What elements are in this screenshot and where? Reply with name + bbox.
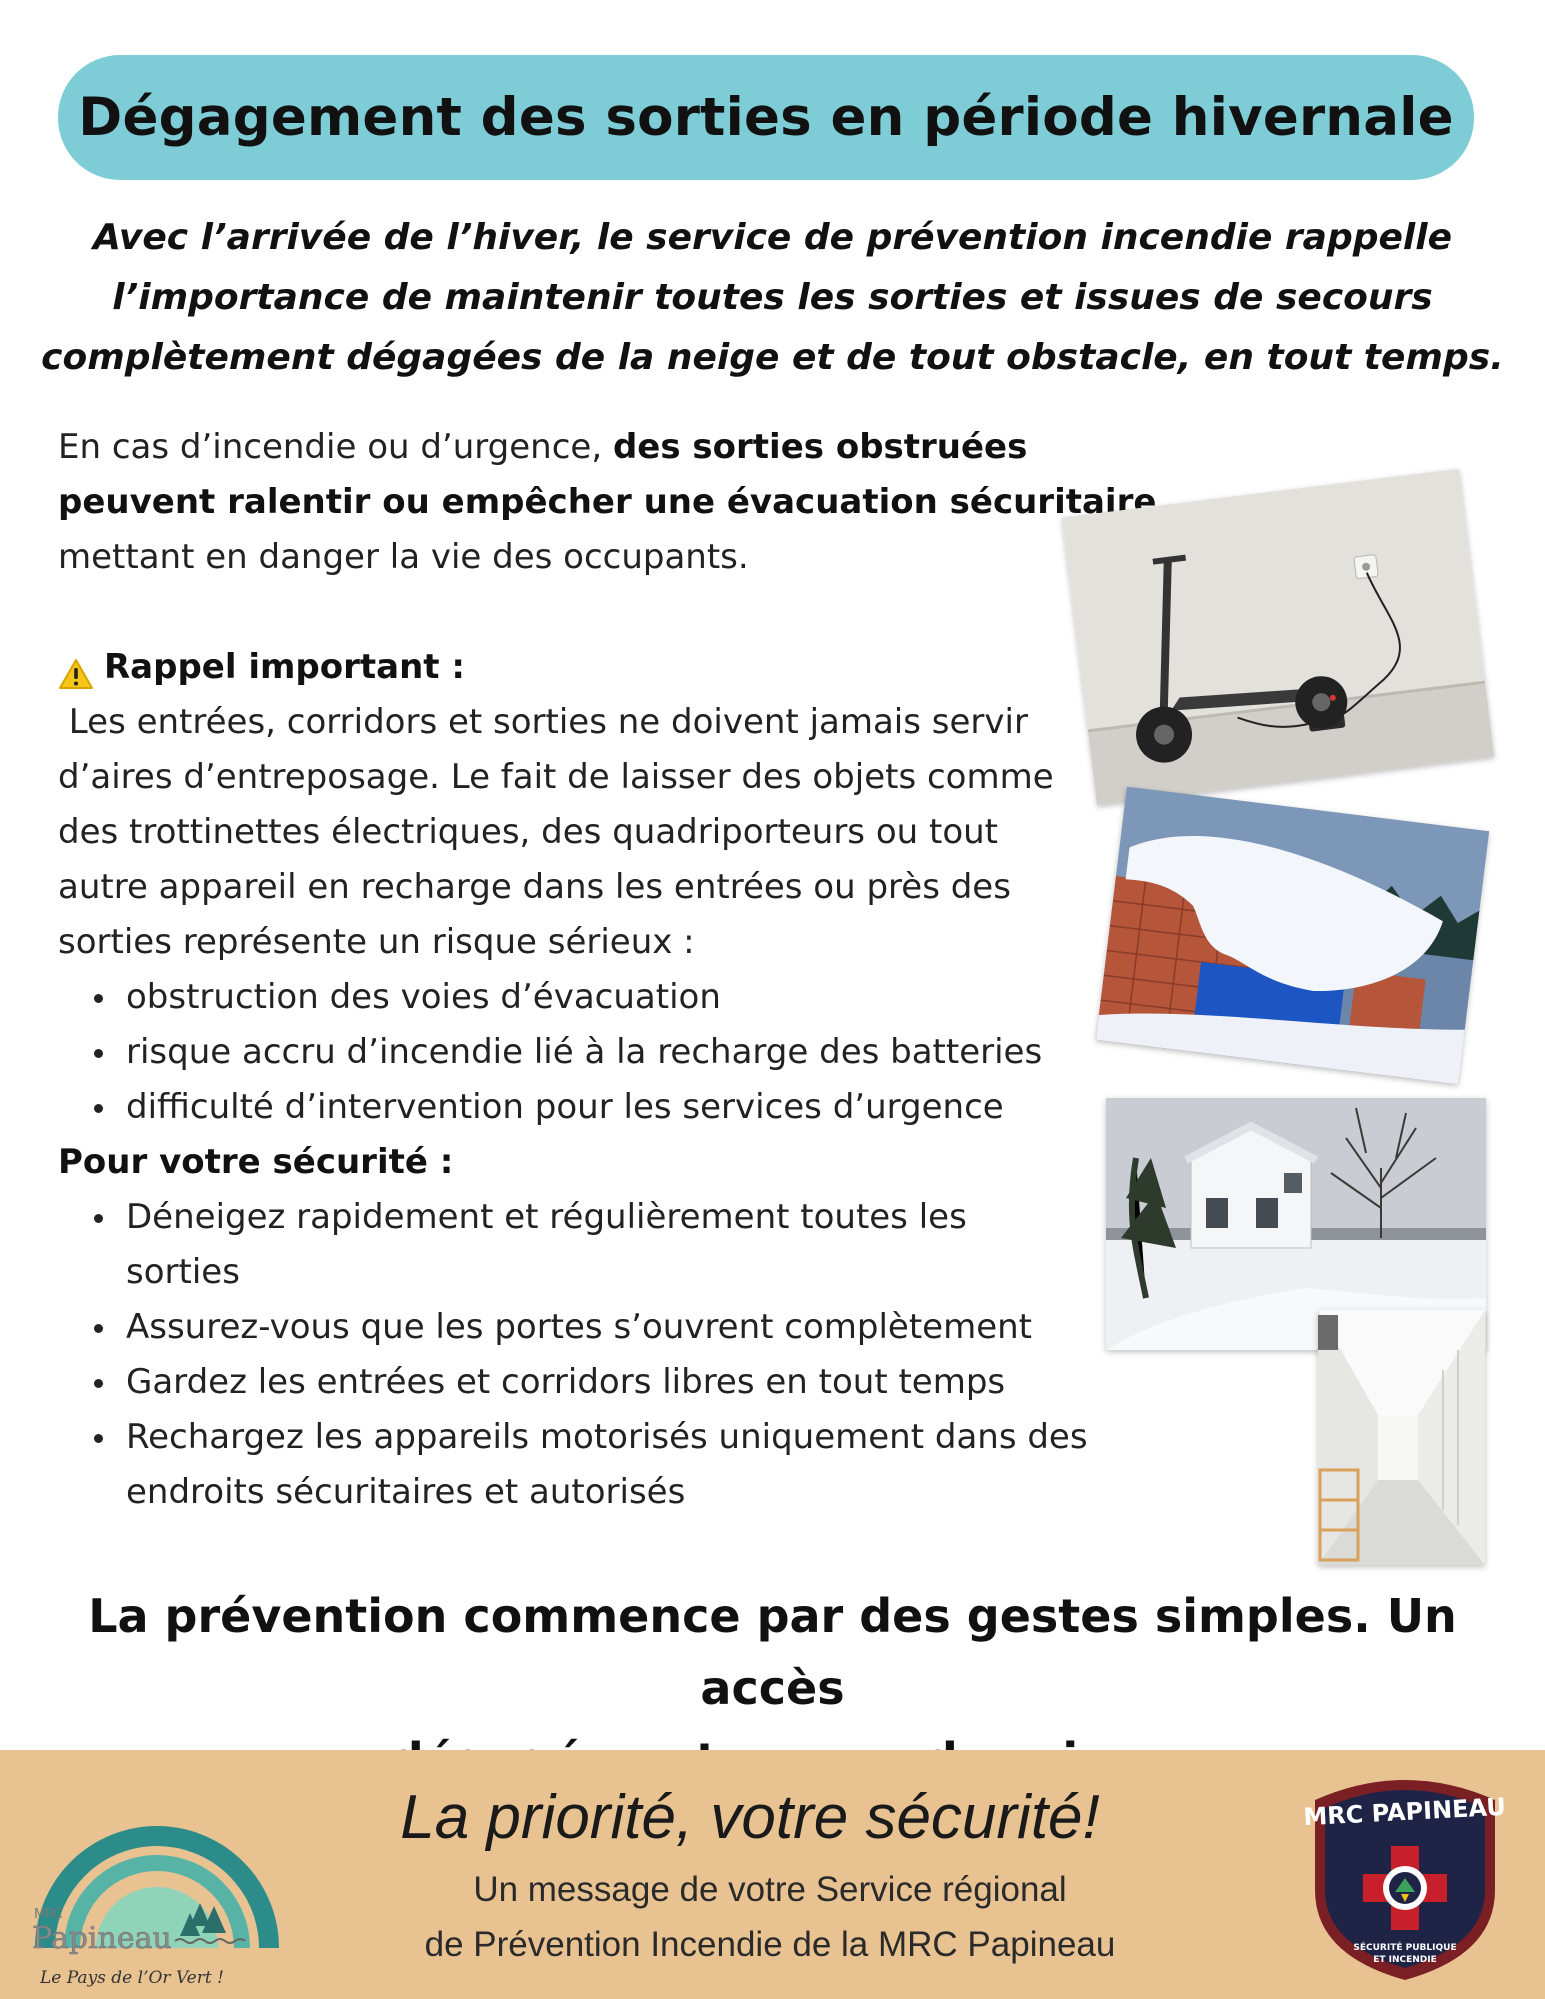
intro-line: complètement dégagées de la neige et de tout obstacle, en tout temps. [41,337,1504,378]
fire-service-badge [1295,1770,1515,1985]
list-item-continuation: sorties [126,1252,240,1292]
text-span: , [1156,482,1168,522]
badge-caption: ET INCENDIE [1373,1955,1437,1965]
text-bold: des sorties obstruées [612,427,1028,467]
reminder-line: autre appareil en recharge dans les entrées ou près des [58,867,1011,907]
intro-line: l’importance de maintenir toutes les sorties et issues de secours [112,277,1433,318]
logo-name: Papineau [32,1921,172,1956]
footer-message-line: de Prévention Incendie de la MRC Papineau [424,1925,1116,1964]
safety-list [58,1190,1138,1520]
intro-line: Avec l’arrivée de l’hiver, le service de prévention incendie rappelle [93,217,1452,258]
list-item: obstruction des voies d’évacuation [58,970,1138,1025]
list-item: difficulté d’intervention pour les services d’urgence [58,1080,1138,1135]
text-span: En cas d’incendie ou d’urgence, [58,427,613,467]
footer-message-line: Un message de votre Service régional [473,1870,1067,1909]
corridor-photo [1318,1310,1485,1565]
reminder-heading-line [58,640,1138,695]
snowy-brick-building-photo [1096,787,1489,1085]
footer [0,1750,1545,1999]
badge-name: MRC PAPINEAU [1302,1792,1507,1832]
reminder-heading: Rappel important : [104,647,465,687]
intro-paragraph [40,208,1505,388]
list-item: risque accru d’incendie lié à la recharge des batteries [58,1025,1138,1080]
reminder-line: d’aires d’entreposage. Le fait de laisser des objets comme [58,757,1054,797]
risk-list [58,970,1138,1135]
mrc-papineau-logo [30,1808,280,1993]
danger-line [58,420,1138,475]
text-bold: peuvent ralentir ou empêcher une évacuation sécuritaire [58,482,1157,522]
scooter-photo [1062,469,1494,806]
title-banner [58,55,1474,180]
page-title: Dégagement des sorties en période hivernale [78,87,1454,148]
badge-caption: SÉCURITÉ PUBLIQUE [1353,1943,1457,1953]
danger-line [58,475,1168,530]
list-item-continuation: endroits sécuritaires et autorisés [126,1472,686,1512]
list-item: Rechargez les appareils motorisés uniquement dans des [58,1410,1138,1465]
reminder-line: sorties représente un risque sérieux : [58,922,695,962]
list-item: Gardez les entrées et corridors libres en tout temps [58,1355,1138,1410]
footer-tagline: La priorité, votre sécurité! [400,1783,1100,1852]
danger-line: mettant en danger la vie des occupants. [58,537,749,577]
logo-slogan: Le Pays de l’Or Vert ! [40,1968,224,1988]
closing-line: La prévention commence par des gestes simples. Un accès [88,1589,1457,1715]
reminder-line: Les entrées, corridors et sorties ne doivent jamais servir [58,702,1028,742]
warning-icon [58,652,94,684]
list-item: Assurez-vous que les portes s’ouvrent complètement [58,1300,1138,1355]
body-text [58,420,1168,1520]
logo-top-text: MRC [34,1907,63,1922]
list-item: Déneigez rapidement et régulièrement toutes les [58,1190,1138,1245]
safety-heading [58,1135,1138,1190]
text-bold: Pour votre sécurité : [58,1142,454,1182]
reminder-line: des trottinettes électriques, des quadriporteurs ou tout [58,812,998,852]
